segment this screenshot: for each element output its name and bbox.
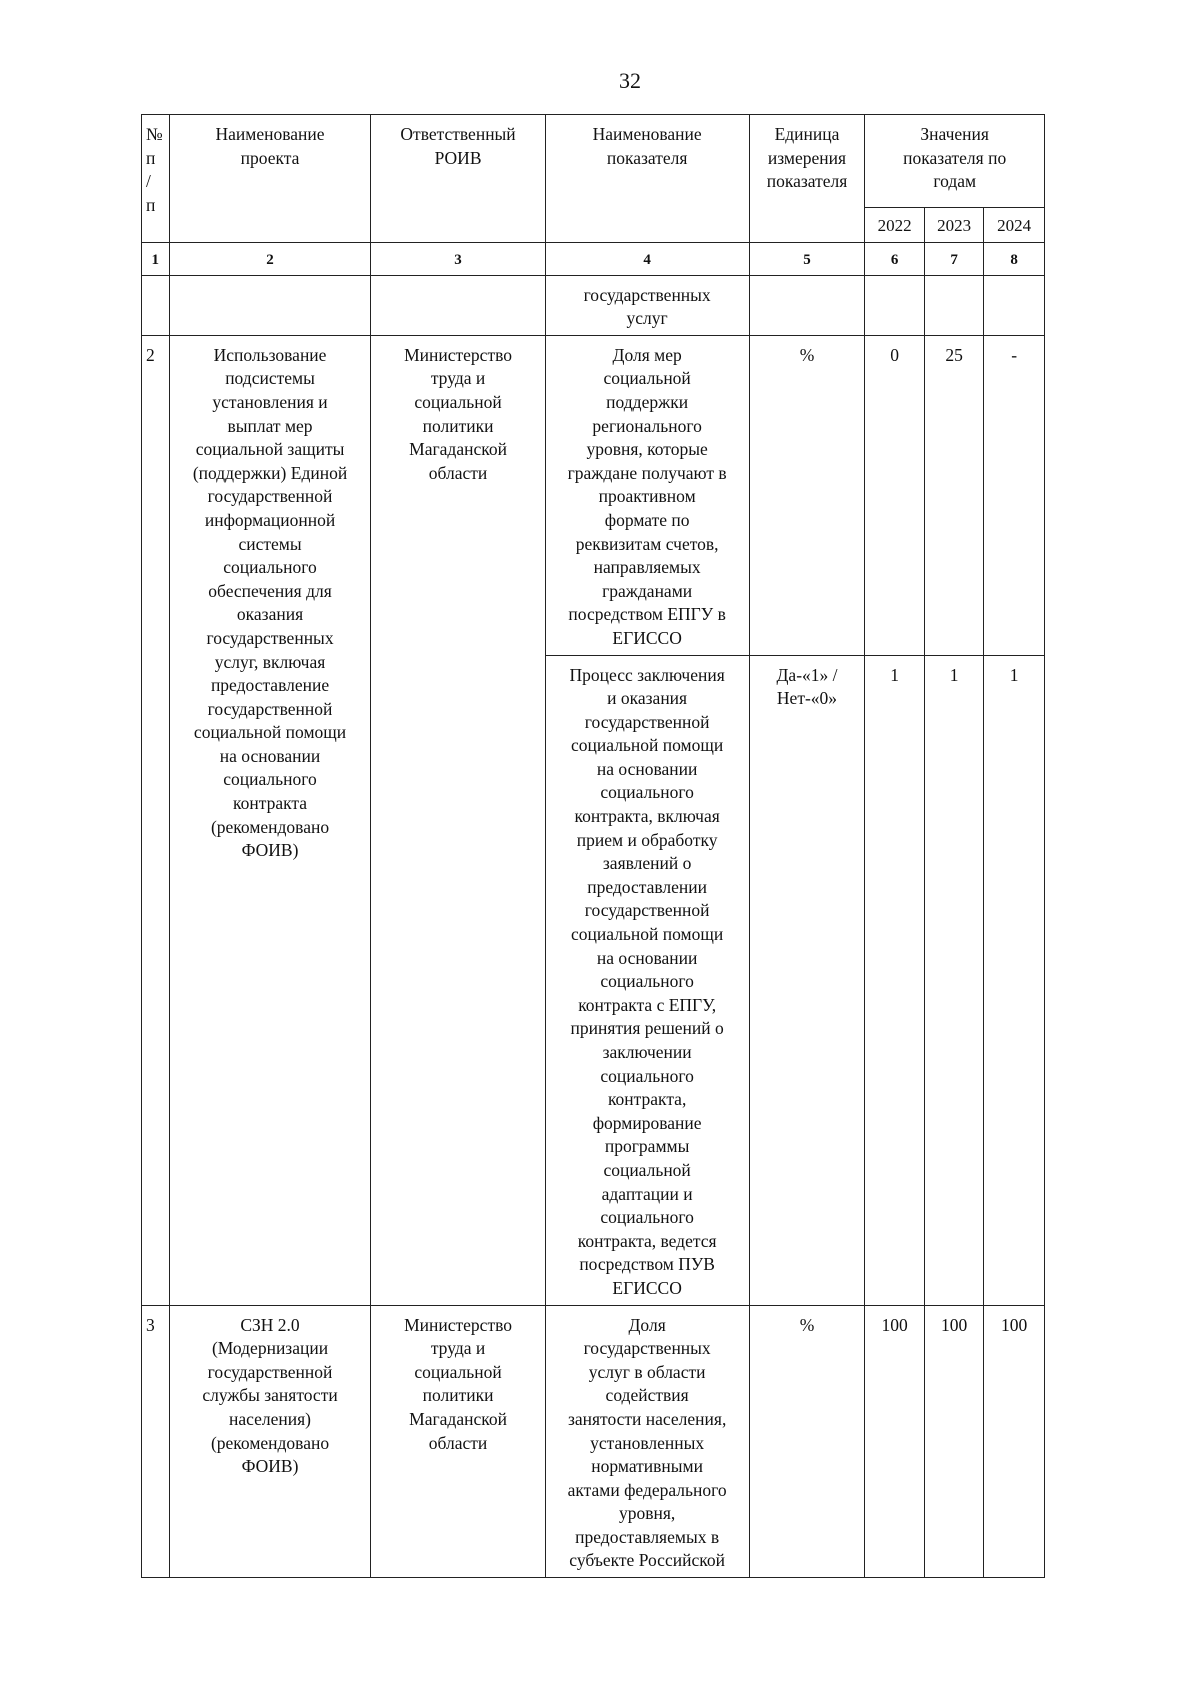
header-num: № п / п: [142, 115, 170, 243]
cell-unit: %: [749, 335, 865, 655]
header-roiv: Ответственный РОИВ: [371, 115, 545, 243]
cell-y2024: 100: [984, 1305, 1045, 1578]
header-row: [142, 115, 1045, 208]
cell-num: 3: [142, 1305, 170, 1578]
cell-y2022: [865, 275, 924, 335]
cell-y2022: 100: [865, 1305, 924, 1578]
cell-y2024: [984, 275, 1045, 335]
cell-indicator: Доля государственных услуг в области содействия занятости населения, установленных нормативными актами федерального уровня, предоставляемых в субъекте Российской: [545, 1305, 749, 1578]
cell-unit: %: [749, 1305, 865, 1578]
column-number: 8: [984, 242, 1045, 275]
indicators-table: [141, 114, 1045, 1578]
cell-y2022: 0: [865, 335, 924, 655]
cell-num: 2: [142, 335, 170, 1305]
cell-y2023: 25: [924, 335, 983, 655]
cell-roiv: Министерство труда и социальной политики Магаданской области: [371, 1305, 545, 1578]
cell-y2023: 1: [924, 655, 983, 1305]
column-number: 4: [545, 242, 749, 275]
column-number: 2: [169, 242, 371, 275]
cell-unit: Да-«1» / Нет-«0»: [749, 655, 865, 1305]
column-number: 1: [142, 242, 170, 275]
cell-indicator: Процесс заключения и оказания государственной социальной помощи на основании социального контракта, включая прием и обработку заявлений о предоставлении государственной социальной помощи на основании социального контракта с ЕПГУ, принятия решений о заключении социального контракта, формирование программы социальной адаптации и социального контракта, ведется посредством ПУВ ЕГИССО: [545, 655, 749, 1305]
cell-y2023: [924, 275, 983, 335]
header-year-2023: 2023: [924, 208, 983, 243]
column-number: 7: [924, 242, 983, 275]
header-indicator: Наименование показателя: [545, 115, 749, 243]
cell-project: [169, 275, 371, 335]
cell-y2022: 1: [865, 655, 924, 1305]
cell-roiv: Министерство труда и социальной политики Магаданской области: [371, 335, 545, 1305]
cell-unit: [749, 275, 865, 335]
cell-project: Использование подсистемы установления и выплат мер социальной защиты (поддержки) Единой государственной информационной системы социального обеспечения для оказания государственных услуг, включая предоставление государственной социальной помощи на основании социального контракта (рекомендовано ФОИВ): [169, 335, 371, 1305]
cell-indicator: государственных услуг: [545, 275, 749, 335]
cell-project: СЗН 2.0 (Модернизации государственной службы занятости населения) (рекомендовано ФОИВ): [169, 1305, 371, 1578]
cell-roiv: [371, 275, 545, 335]
cell-y2023: 100: [924, 1305, 983, 1578]
column-numbers-row: [142, 242, 1045, 275]
cell-indicator: Доля мер социальной поддержки регионального уровня, которые граждане получают в проактивном формате по реквизитам счетов, направляемых гражданами посредством ЕПГУ в ЕГИССО: [545, 335, 749, 655]
header-unit: Единица измерения показателя: [749, 115, 865, 243]
column-number: 3: [371, 242, 545, 275]
table-row-2: [142, 335, 1045, 655]
column-number: 5: [749, 242, 865, 275]
cell-y2024: 1: [984, 655, 1045, 1305]
page-number: 32: [619, 68, 641, 93]
column-number: 6: [865, 242, 924, 275]
cell-num: [142, 275, 170, 335]
table-row-3: [142, 1305, 1045, 1578]
header-project: Наименование проекта: [169, 115, 371, 243]
cell-y2024: -: [984, 335, 1045, 655]
header-values: Значения показателя по годам: [865, 115, 1045, 208]
header-year-2022: 2022: [865, 208, 924, 243]
header-year-2024: 2024: [984, 208, 1045, 243]
table-row-continuation: [142, 275, 1045, 335]
